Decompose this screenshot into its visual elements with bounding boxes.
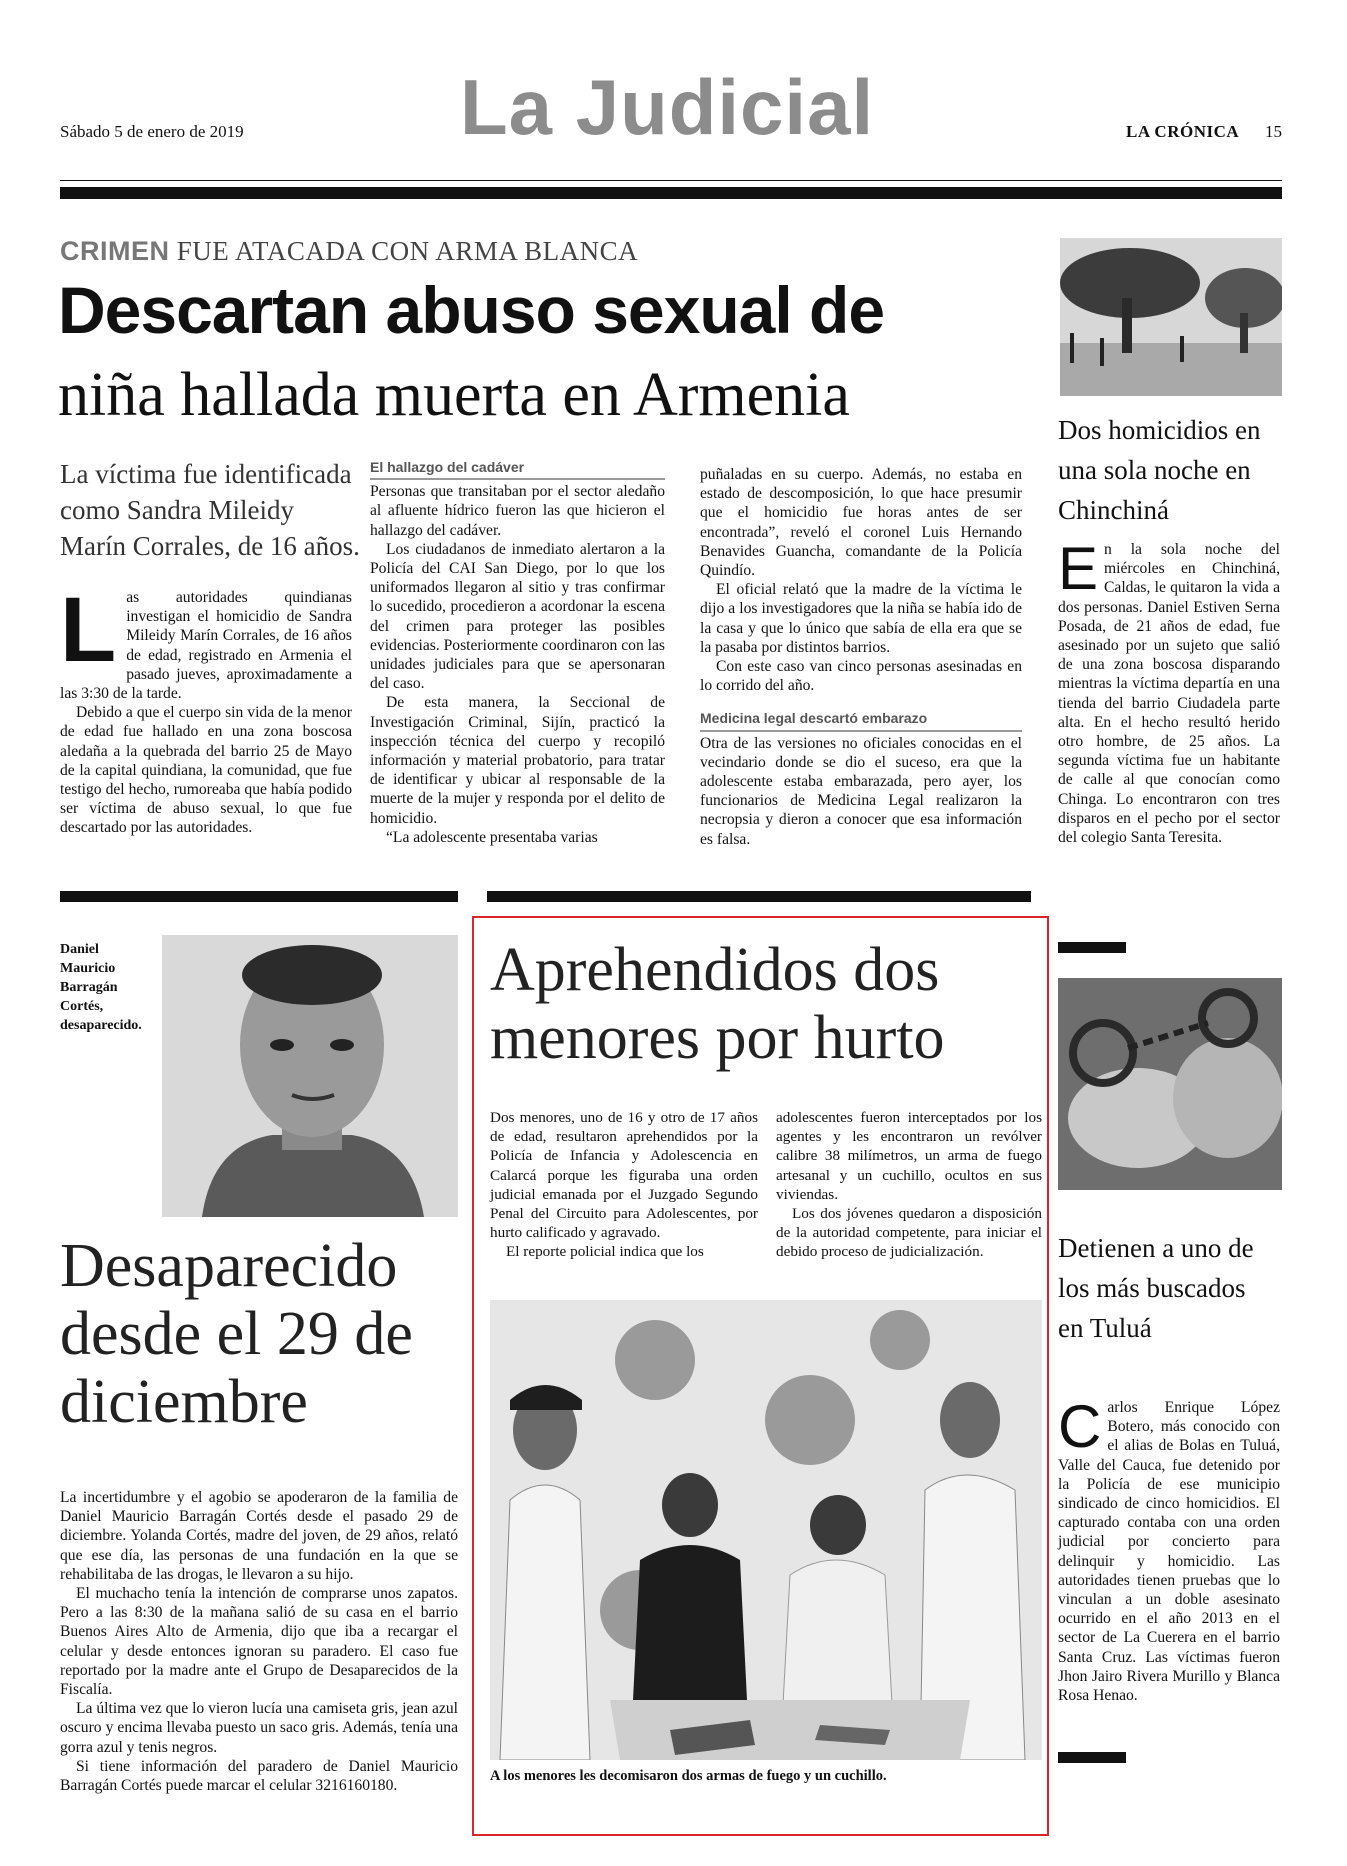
chinchina-text: n la sola noche del miércoles en Chinchiná, Caldas, le quitaron la vida a dos personas. Daniel Estiven Serna Posada, de 21 años de edad, fue asesinado por un sujeto que salió de una zona boscosa disparando mientras la víctima departía en una tienda del barrio Ciudadela parte alta. En el hecho resultó herido otro hombre, de 25 años. La segunda víctima fue un habitante de calle al que conocían como Chinga. Lo encontraron con tres disparos en el pecho por el sector del colegio Santa Teresita. [1058, 541, 1280, 847]
lead-column-3 [700, 465, 1022, 849]
subhead-medicina: Medicina legal descartó embarazo [700, 709, 1022, 731]
paper-name: LA CRÓNICA [1126, 122, 1240, 141]
missing-p3: La última vez que lo vieron lucía una camiseta gris, jean azul oscuro y encima llevaba puesto un saco gris. Además, tenía una gorra azul y tenis negros. [60, 1700, 458, 1756]
missing-person-photo [162, 935, 458, 1217]
arrest-col1-p2: El reporte policial indica que los [506, 1243, 704, 1261]
missing-section-rule [60, 891, 458, 902]
section-title: La Judicial [460, 63, 875, 151]
handcuffs-photo-svg [1058, 978, 1282, 1190]
tulua-text: arlos Enrique López Botero, más conocido con el alias de Bolas en Tuluá, Valle del Cauca, fue detenido por la Policía de ese municipio sindicado de cinco homicidios. El capturado contaba con una orden judicial por concierto para delinquir y homicidio. Las autoridades tienen pruebas que lo vinculan a un doble asesinato ocurrido en el año 2013 en el sector de La Cuerera en el barrio Santa Cruz. Las víctimas fueron Jhon Jairo Rivera Murillo y Blanca Rosa Henao. [1058, 1399, 1280, 1705]
kicker-text: FUE ATACADA CON ARMA BLANCA [176, 236, 639, 266]
subhead-hallazgo: El hallazgo del cadáver [370, 458, 665, 480]
missing-headline: Desaparecido desde el 29 de diciembre [60, 1232, 413, 1436]
missing-p2: El muchacho tenía la intención de comprarse unos zapatos. Pero a las 8:30 de la mañana salió de su casa en el barrio Buenos Aires Alto de Armenia, dijo que iba a recargar el celular y desde entonces ignoran su paradero. El caso fue reportado por la madre ante el Grupo de Desaparecidos de la Fiscalía. [60, 1585, 458, 1699]
right-column-rule-2 [1058, 1752, 1126, 1763]
lead-col3-p3: Con este caso van cinco personas asesinadas en lo corrido del año. [700, 658, 1022, 695]
missing-person-photo-svg [162, 935, 458, 1217]
chinchina-body [1058, 535, 1280, 847]
tulua-dropcap: C [1058, 1393, 1102, 1460]
masthead-date: Sábado 5 de enero de 2019 [60, 122, 244, 141]
arrest-col2-p1: adolescentes fueron interceptados por los agentes y les encontraron un revólver calibre 38 milímetros, un arma de fuego artesanal y un cuchillo, ocultos en sus viviendas. [776, 1109, 1042, 1203]
arrest-headline: Aprehendidos dos menores por hurto [490, 936, 945, 1072]
masthead-thick-rule [60, 187, 1282, 199]
lead-col3-p2: El oficial relató que la madre de la víctima le dijo a los investigadores que la niña se había ido de la casa y que lo único que sabía de ella era que se la pasaba por distintos barrios. [700, 581, 1022, 656]
arrest-col1-p1: Dos menores, uno de 16 y otro de 17 años de edad, resultaron aprehendidos por la Policía de Infancia y Adolescencia en Calarcá porque les figuraba una orden judicial emanada por el Juzgado Segundo Penal del Circuito para Adolescentes, por hurto calificado y agravado. [490, 1109, 758, 1242]
missing-p1: La incertidumbre y el agobio se apoderaron de la familia de Daniel Mauricio Barragán Cortés desde el pasado 29 de diciembre. Yolanda Cortés, madre del joven, de 29 años, relató que ese día, las personas de una fundación en la que se rehabilitaba de las drogas, le llevaron a su hijo. [60, 1489, 458, 1583]
missing-body [60, 1488, 458, 1795]
chinchina-dropcap: E [1058, 535, 1099, 602]
lead-headline-line1: Descartan abuso sexual de [58, 273, 885, 347]
missing-p4: Si tiene información del paradero de Daniel Mauricio Barragán Cortés puede marcar el celular 3216160180. [60, 1757, 458, 1795]
arrest-photo-caption: A los menores les decomisaron dos armas de fuego y un cuchillo. [490, 1768, 887, 1784]
lead-col2-p3: De esta manera, la Seccional de Investigación Criminal, Sijín, practicó la inspección técnica del cuerpo y recopiló información y material probatorio, para tratar de identificar y ubicar al responsable de la muerte de la mujer y responda por el delito de homicidio. [370, 694, 665, 827]
lead-col3-p4: Otra de las versiones no oficiales conocidas en el vecindario donde se dio el suceso, era que la adolescente estaba embarazada, pero ayer, los funcionarios de Medicina Legal realizaron la necropsia y dieron a conocer que esa información es falsa. [700, 734, 1022, 848]
tulua-body [1058, 1393, 1280, 1705]
lead-col2-p1: Personas que transitaban por el sector aledaño al afluente hídrico fueron las que hicieron el hallazgo del cadáver. [370, 483, 665, 539]
lead-kicker [60, 236, 638, 267]
lead-dropcap: L [60, 579, 117, 681]
arrest-column-1 [490, 1108, 758, 1262]
handcuffs-photo [1058, 978, 1282, 1190]
arrest-section-rule [487, 891, 1031, 902]
lead-column-1 [60, 579, 352, 838]
page-number: 15 [1265, 122, 1282, 141]
arrest-col2-p2: Los dos jóvenes quedaron a disposición de la autoridad competente, para iniciar el debido proceso de judicialización. [776, 1205, 1042, 1261]
missing-photo-caption: Daniel Mauricio Barragán Cortés, desaparecido. [60, 942, 142, 1033]
lead-deck: La víctima fue identificada como Sandra Mileidy Marín Corrales, de 16 años. [60, 459, 360, 561]
lead-col2-p2: Los ciudadanos de inmediato alertaron a la Policía del CAI San Diego, por lo que los uniformados llegaron al sitio y tras confirmar lo sucedido, procedieron a acordonar la escena del crimen para proteger las posibles evidencias. Posteriormente coordinaron con las unidades judiciales para que se apersonaran del caso. [370, 540, 665, 693]
arrest-photo-svg [490, 1300, 1042, 1760]
lead-col1-p1: as autoridades quindianas investigan el homicidio de Sandra Mileidy Marín Corrales, de 16 años de edad, registrado en Armenia el pasado jueves, aproximadamente a las 3:30 de la tarde. [60, 589, 352, 703]
tulua-headline: Detienen a uno de los más buscados en Tuluá [1058, 1233, 1254, 1343]
lead-col3-p1: puñaladas en su cuerpo. Además, no estaba en estado de descomposición, lo que hace presumir que el homicidio fue horas antes de ser encontrada”, reveló el coronel Luis Hernando Benavides Guancha, comandante de la Policía Quindío. [700, 466, 1022, 580]
right-column-rule-1 [1058, 942, 1126, 953]
lead-headline-line2: niña hallada muerta en Armenia [58, 361, 850, 429]
kicker-tag: CRIMEN [60, 236, 170, 266]
lead-col1-p2: Debido a que el cuerpo sin vida de la menor de edad fue hallado en una zona boscosa aledaña a la quebrada del barrio 25 de Mayo de la capital quindiana, la comunidad, que fue testigo del hecho, rumoreaba que había podido ser víctima de abuso sexual, lo que fue descartado por las autoridades. [60, 704, 352, 837]
lead-column-2 [370, 458, 665, 847]
park-photo [1060, 238, 1282, 396]
park-photo-svg [1060, 238, 1282, 396]
chinchina-headline: Dos homicidios en una sola noche en Chinchiná [1058, 415, 1261, 525]
lead-col2-p4: “La adolescente presentaba varias [386, 828, 598, 846]
arrest-photo [490, 1300, 1042, 1760]
masthead-thin-rule [60, 180, 1282, 181]
arrest-column-2 [776, 1108, 1042, 1262]
